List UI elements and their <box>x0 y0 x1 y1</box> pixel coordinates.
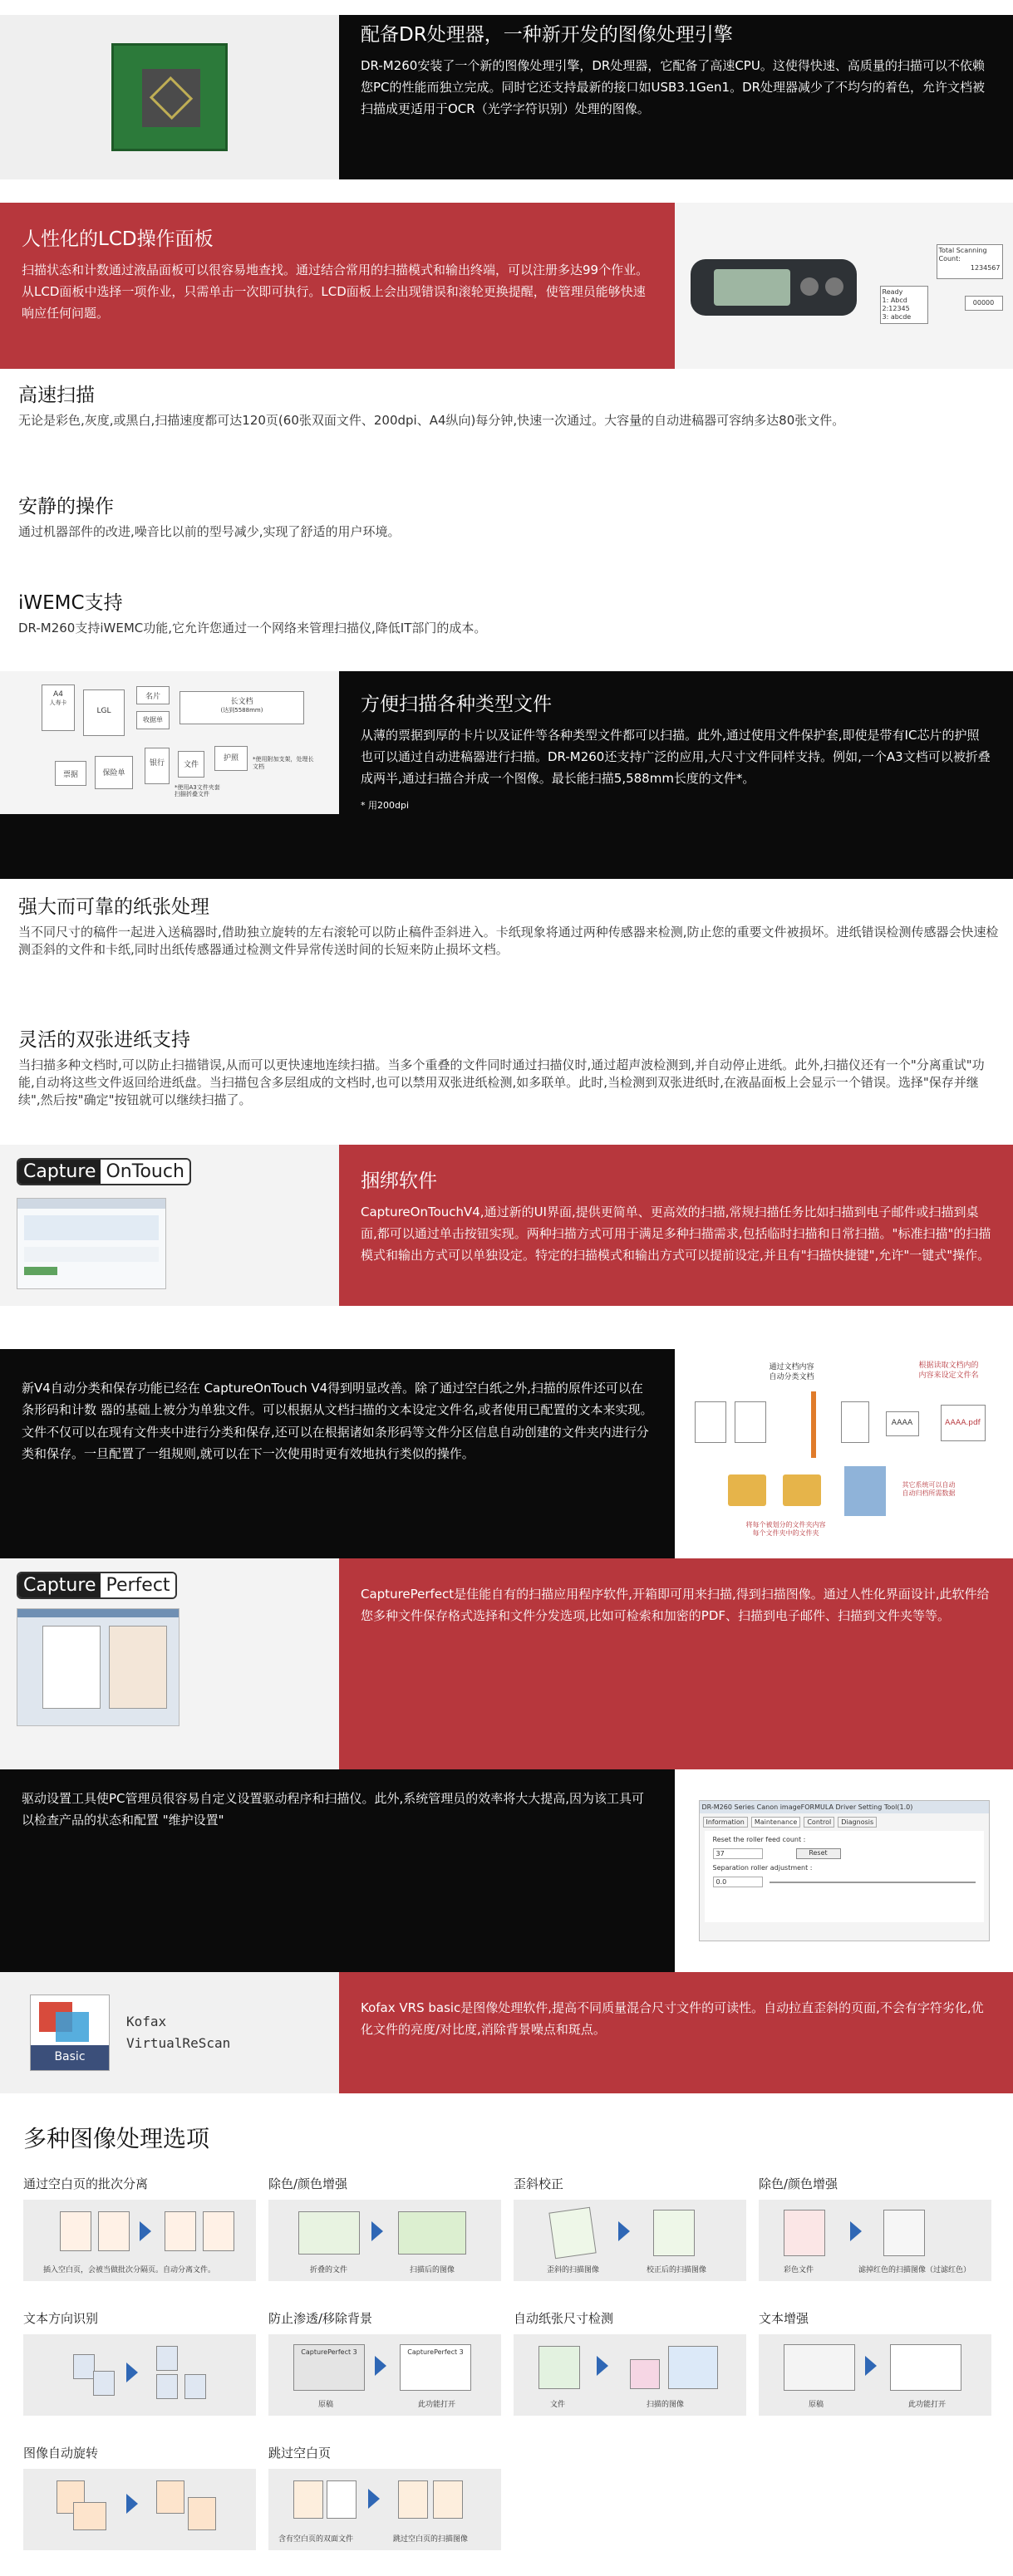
types-title: 方便扫描各种类型文件 <box>361 694 552 715</box>
kofax-product-box <box>30 1995 110 2071</box>
option-image: 彩色文件 滤掉红色的扫描图像（过滤红色） <box>759 2200 991 2281</box>
dr-chip-image <box>0 15 339 179</box>
driver-tool-window <box>699 1800 990 1941</box>
v4-separator <box>811 1391 816 1458</box>
perfect-body: CapturePerfect是佳能自有的扫描应用程序软件,开箱即可用来扫描,得到扫描图像。通过人性化界面设计,此软件给您多种文件保存格式选择和文件分发选项,比如可检索和加密的PDF、扫描到电子邮件、扫描到文件夹等等。 <box>361 1587 990 1624</box>
arrow-icon <box>597 2356 608 2376</box>
v4-doc-c <box>841 1401 869 1443</box>
lcd-value-box: 00000 <box>965 296 1003 311</box>
captureperfect-logo: Capture Perfect <box>17 1572 177 1599</box>
option-auto-rotate: 图像自动旋转 <box>23 2444 256 2550</box>
speed-section <box>18 384 999 429</box>
captureperfect-band <box>0 1558 1013 1769</box>
arrow-icon <box>375 2356 386 2376</box>
option-skip-blank: 跳过空白页 含有空白页的双面文件 跳过空白页的扫描图像 <box>268 2444 501 2550</box>
dr-title: 配备DR处理器，一种新开发的图像处理引擎 <box>361 24 733 46</box>
lcd-line-1: Ready <box>882 288 903 296</box>
v4-label-1: 通过文档内容 自动分类文档 <box>769 1363 814 1381</box>
v4-doc-b <box>735 1401 766 1443</box>
arrow-icon <box>126 2494 138 2514</box>
arrow-icon <box>371 2221 383 2241</box>
v4-label-2: 根据读取文档内的 内容来设定文件名 <box>918 1362 979 1380</box>
lcd-body: 扫描状态和计数通过液晶面板可以很容易地查找。通过结合常用的扫描模式和输出终端，可以注册多达99个作业。从LCD面板中选择一项作业，只需单击一次即可执行。LCD面板上会出现错误和滚轮更换提醒，使管理员能够快速响应任何问题。 <box>22 262 649 321</box>
separation-value[interactable]: 0.0 <box>713 1877 763 1887</box>
quiet-title: 安静的操作 <box>18 496 114 518</box>
v4-body: 新V4自动分类和保存功能已经在 CaptureOnTouch V4得到明显改善。除了通过空白纸之外,扫描的原件还可以在条形码和计数 器的基础上被分为单独文件。可以根据从文档扫描的文本设定文件名,或者使用已配置的文本来实现。文件不仅可以在现有文件夹中进行分类和保存,还可以在根据诸如条形码等文件分区信息自动创建的文件夹内进行分类和保存。一旦配置了一组规则,就可以在下一次使用时更有效地执行类似的操作。 <box>22 1381 653 1461</box>
lcd-band <box>0 203 1013 369</box>
feed-body: 当不同尺寸的稿件一起进入送稿器时,借助独立旋转的左右滚轮可以防止稿件歪斜进入。卡纸现象将通过两种传感器来检测,防止您的重要文件被损坏。进纸错误检测传感器会快速检测歪斜的文件和卡纸,同时出纸传感器通过检测文件异常传送时间的长短来防止损坏文档。 <box>18 924 999 957</box>
iwemc-title: iWEMC支持 <box>18 592 123 614</box>
speed-body: 无论是彩色,灰度,或黑白,扫描速度都可达120页(60张双面文件、200dpi、A4纵向)每分钟,快速一次通过。大容量的自动进稿器可容纳多达80张文件。 <box>18 412 845 428</box>
bundled-software-band <box>0 1145 1013 1306</box>
option-image: 含有空白页的双面文件 跳过空白页的扫描图像 <box>268 2469 501 2550</box>
doc-a4: A4 人寿卡 <box>42 684 75 731</box>
doc-file: 文件 <box>178 751 204 778</box>
kofax-image <box>0 1972 339 2093</box>
option-image <box>23 2469 256 2550</box>
document-types-band <box>0 671 1013 879</box>
driver-window-title: DR-M260 Series Canon imageFORMULA Driver Setting Tool(1.0) <box>700 1801 989 1813</box>
driver-tool-image <box>675 1769 1013 1972</box>
doc-folder: 银行 <box>145 748 170 784</box>
quiet-section <box>18 495 999 541</box>
roller-count-label: Reset the roller feed count : <box>712 1836 806 1843</box>
doc-passport: 护照 <box>214 746 248 771</box>
tab-control[interactable]: Control <box>804 1817 834 1828</box>
quiet-body: 通过机器部件的改进,噪音比以前的型号减少,实现了舒适的用户环境。 <box>18 523 401 539</box>
option-text-orientation: 文本方向识别 <box>23 2309 256 2416</box>
folder-icon <box>728 1474 766 1506</box>
v4-classification-band <box>0 1349 1013 1558</box>
dr-body: DR-M260安装了一个新的图像处理引擎，DR处理器，它配备了高速CPU。这使得快速、高质量的扫描可以不依赖您PC的性能而独立完成。同时它还支持最新的接口如USB3.1Gen1。DR处理器减少了不均匀的着色，允许文档被扫描成更适用于OCR（光学字符识别）处理的图像。 <box>361 57 986 117</box>
binding-body: CaptureOnTouchV4,通过新的UI界面,提供更简单、更高效的扫描,常规扫描任务比如扫描到电子邮件或扫描到桌面,都可以通过单击按钮实现。两种扫描方式可用于满足多种扫描需求,包括临时扫描和日常扫描。"标准扫描"的扫描模式和输出方式可以单独设定。特定的扫描模式和输出方式可以提前设定,并且有"扫描快捷键",允许"一键式"操作。 <box>361 1204 991 1263</box>
v4-diagram-image <box>675 1349 1013 1558</box>
roller-count-value[interactable]: 37 <box>713 1848 763 1859</box>
option-image: 插入空白页，会被当做批次分隔页。自动分离文件。 <box>23 2200 256 2281</box>
tab-maintenance[interactable]: Maintenance <box>751 1817 801 1828</box>
option-image: CapturePerfect 3 CapturePerfect 3 原稿 此功能打开 <box>268 2334 501 2416</box>
document-types-image <box>0 671 339 814</box>
option-deskew: 歪斜校正 歪斜的扫描图像 校正后的扫描图像 <box>514 2175 746 2281</box>
doc-lgl: LGL <box>83 689 125 736</box>
option-image <box>23 2334 256 2416</box>
long-doc-note: *使用附加支架，处理长文档 <box>253 756 314 771</box>
lcd-panel-image <box>675 203 1013 369</box>
arrow-icon <box>850 2221 862 2241</box>
feed-section <box>18 895 999 959</box>
captureontouch-logo: Capture OnTouch <box>17 1158 191 1185</box>
option-image: 折叠的文件 扫描后的图像 <box>268 2200 501 2281</box>
reset-button[interactable]: Reset <box>796 1848 841 1859</box>
captureontouch-screenshot <box>17 1198 166 1289</box>
types-note: * 用200dpi <box>361 799 410 811</box>
arrow-icon <box>618 2221 630 2241</box>
lcd-line-3: 2:12345 <box>882 305 910 312</box>
circuit-board-icon <box>111 43 228 151</box>
option-text-enhance: 文本增强 原稿 此功能打开 <box>759 2309 991 2416</box>
driver-tool-band <box>0 1769 1013 1972</box>
option-image: 文件 扫描的图像 <box>514 2334 746 2416</box>
dr-processor-band <box>0 15 1013 179</box>
option-image: 歪斜的扫描图像 校正后的扫描图像 <box>514 2200 746 2281</box>
captureontouch-image <box>0 1145 339 1306</box>
captureperfect-image <box>0 1558 339 1769</box>
option-bleed-through: 防止渗透/移除背景 CapturePerfect 3 CapturePerfect 3 原稿 此功能打开 <box>268 2309 501 2416</box>
double-feed-section <box>18 1028 999 1109</box>
lcd-screen-zoom-right <box>937 244 1003 279</box>
double-title: 灵活的双张进纸支持 <box>18 1029 190 1051</box>
lcd-total-label: Total Scanning <box>938 247 987 254</box>
arrow-icon <box>865 2356 877 2376</box>
doc-long: 长文档 (达到5588mm) <box>179 691 304 724</box>
kofax-body: Kofax VRS basic是图像处理软件,提高不同质量混合尺寸文件的可读性。自动拉直歪斜的页面,不会有字符劣化,优化文件的亮度/对比度,消除背景噪点和斑点。 <box>361 2000 984 2038</box>
separation-slider[interactable] <box>770 1882 976 1883</box>
doc-receipt: 收据单 <box>136 711 170 729</box>
lcd-screen-zoom-left <box>880 286 928 324</box>
v4-file-name: AAAA <box>886 1411 919 1436</box>
doc-insurance: 保险单 <box>95 756 133 789</box>
tab-information[interactable]: Information <box>703 1817 748 1828</box>
lcd-line-2: 1: Abcd <box>882 297 907 304</box>
double-body: 当扫描多种文档时,可以防止扫描错误,从而可以更快速地连续扫描。当多个重叠的文件同时通过扫描仪时,通过超声波检测到,并自动停止进纸。此外,扫描仪还有一个"分离重试"功能,自动将这些文件返回给进纸盘。当扫描包含多层组成的文档时,也可以禁用双张进纸检测,如多联单。此时,当检测到双张进纸时,在液晶面板上会显示一个错误。选择"保存并继续",然后按"确定"按钮就可以继续扫描了。 <box>18 1057 985 1107</box>
server-icon <box>844 1466 886 1516</box>
v4-doc-a <box>695 1401 726 1443</box>
doc-ticket: 票据 <box>55 761 86 786</box>
option-color-dropout-2: 除色/颜色增强 彩色文件 滤掉红色的扫描图像（过滤红色） <box>759 2175 991 2281</box>
v4-label-4: 其它系统可以自动 自动归档所需数据 <box>902 1481 956 1497</box>
speed-title: 高速扫描 <box>18 385 95 406</box>
options-title: 多种图像处理选项 <box>23 2125 210 2152</box>
option-auto-size: 自动纸张尺寸检测 文件 扫描的图像 <box>514 2309 746 2416</box>
lcd-panel <box>691 259 857 316</box>
types-body: 从薄的票据到厚的卡片以及证件等各种类型文件都可以扫描。此外,通过使用文件保护套,即使是带有IC芯片的护照也可以通过自动进稿器进行扫描。DR-M260还支持广泛的应用,大尺寸文件同样支持。例如,一个A3文档可以被折叠成两半,通过扫描合并成一个图像。最长能扫描5,588mm长度的文件*。 <box>361 727 991 787</box>
lcd-count-value: 1234567 <box>970 263 1001 272</box>
lcd-line-4: 3: abcde <box>882 313 912 321</box>
kofax-box-label: Basic <box>31 2045 109 2070</box>
option-color-dropout-1: 除色/颜色增强 折叠的文件 扫描后的图像 <box>268 2175 501 2281</box>
folder-icon <box>783 1474 821 1506</box>
v4-pdf-icon: AAAA.pdf <box>941 1405 986 1441</box>
kofax-logo-text: Kofax VirtualReScan <box>126 2014 231 2051</box>
iwemc-section <box>18 591 999 637</box>
feed-title: 强大而可靠的纸张处理 <box>18 896 209 918</box>
driver-body: 驱动设置工具使PC管理员很容易自定义设置驱动程序和扫描仪。此外,系统管理员的效率将大大提高,因为该工具可以检查产品的状态和配置 "维护设置" <box>22 1791 645 1828</box>
a3-carrier-note: *使用A3文件夹套 扫描折叠文件 <box>175 784 220 798</box>
arrow-icon <box>126 2363 138 2382</box>
separation-label: Separation roller adjustment : <box>712 1864 813 1872</box>
option-image: 原稿 此功能打开 <box>759 2334 991 2416</box>
option-batch-separation: 通过空白页的批次分离 插入空白页，会被当做批次分隔页。自动分离文件。 <box>23 2175 256 2281</box>
v4-label-3: 将每个被划分的文件夹内容 每个文件夹中的文件夹 <box>745 1521 826 1537</box>
driver-tabs <box>700 1813 989 1831</box>
doc-card: 名片 <box>136 686 170 704</box>
iwemc-body: DR-M260支持iWEMC功能,它允许您通过一个网络来管理扫描仪,降低IT部门的成本。 <box>18 620 487 635</box>
binding-title: 捆绑软件 <box>361 1170 437 1192</box>
lcd-title: 人性化的LCD操作面板 <box>22 228 214 250</box>
tab-diagnosis[interactable]: Diagnosis <box>838 1817 877 1828</box>
arrow-icon <box>140 2221 151 2241</box>
captureperfect-screenshot <box>17 1608 179 1726</box>
lcd-count-label: Count: <box>938 255 961 263</box>
kofax-band <box>0 1972 1013 2093</box>
arrow-icon <box>368 2489 380 2509</box>
